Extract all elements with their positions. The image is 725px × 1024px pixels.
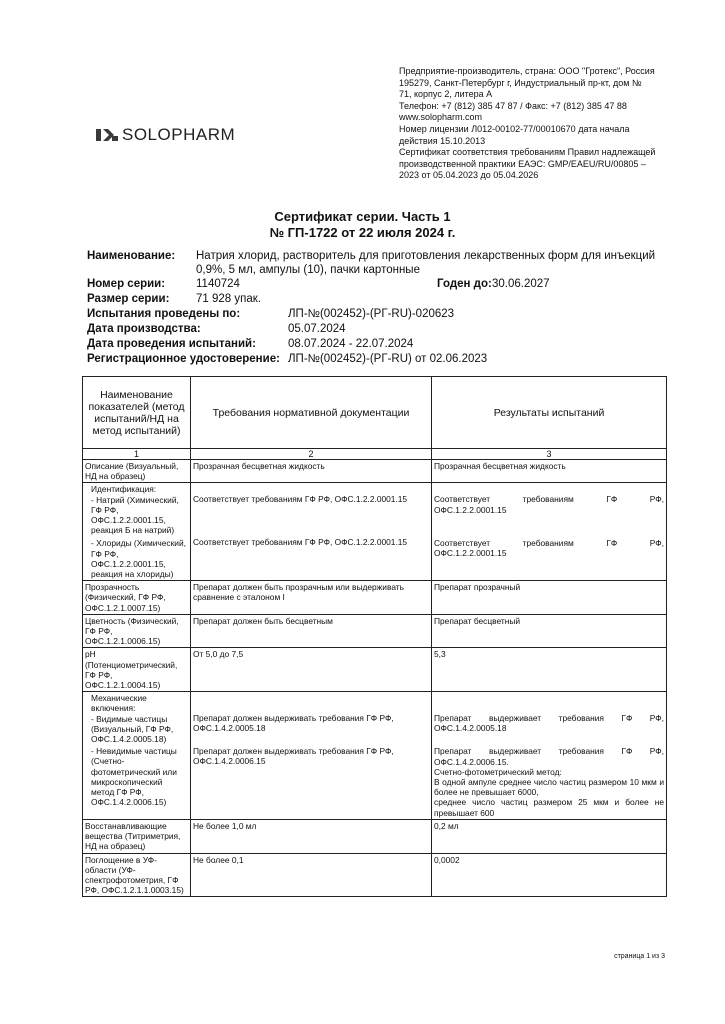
table-row <box>83 648 667 692</box>
row-clarity-indicator: Прозрачность (Физический, ГФ РФ, ОФС.1.2.1.0007.15) <box>83 581 191 615</box>
registration-value: ЛП-№(002452)-(РГ-RU) от 02.06.2023 <box>288 353 488 365</box>
header-results: Результаты испытаний <box>432 377 667 449</box>
row-color-requirement: Препарат должен быть бесцветным <box>191 614 432 648</box>
sodium-result-line-2: ОФС.1.2.2.0001.15 <box>434 504 507 515</box>
row-clarity-result: Препарат прозрачный <box>432 581 667 615</box>
invisible-particles-result-line-1: Препарат выдерживает требования ГФ РФ, <box>434 746 664 757</box>
solopharm-logo <box>96 125 235 145</box>
invisible-particles-10um: В одной ампуле среднее число частиц размером 10 мкм и более не превышает 6000, <box>434 777 664 798</box>
table-row <box>83 483 667 581</box>
name-label: Наименование: <box>87 250 176 262</box>
row-mechanical-requirement <box>191 692 432 820</box>
gmp-line: 2023 от 05.04.2023 до 05.04.2026 <box>399 170 539 181</box>
row-identification-result <box>432 483 667 581</box>
visible-particles-result-line-1: Препарат выдерживает требования ГФ РФ, <box>434 713 664 724</box>
mechanical-heading: Механические включения: <box>91 693 147 714</box>
table-row <box>83 614 667 648</box>
chloride-requirement: Соответствует требованиям ГФ РФ, ОФС.1.2.2.0001.15 <box>193 537 408 548</box>
visible-particles-result-line-2: ОФС.1.4.2.0005.18 <box>434 723 507 734</box>
size-value: 71 928 упак. <box>196 293 261 305</box>
page-number: страница 1 из 3 <box>614 953 665 960</box>
certificate-title <box>0 209 725 241</box>
row-uv-indicator: Поглощение в УФ-области (УФ-спектрофотометрия, ГФ РФ, ОФС.1.2.1.1.0003.15) <box>83 853 191 897</box>
row-identification-indicator <box>83 483 191 581</box>
title-line-2: № ГП-1722 от 22 июля 2024 г. <box>269 225 456 240</box>
logo-mark-icon <box>96 127 118 143</box>
row-description-indicator: Описание (Визуальный, НД на образец) <box>83 460 191 483</box>
invisible-particles-indicator: - Невидимые частицы (Счетно-фотометрический или микроскопический метод ГФ РФ, ОФС.1.4.2.0006.15) <box>91 746 177 808</box>
row-reducing-indicator: Восстанавливающие вещества (Титриметрия, НД на образец) <box>83 819 191 853</box>
phone-line: Телефон: +7 (812) 385 47 87 / Факс: +7 (812) 385 47 88 <box>399 100 627 111</box>
license-line: Номер лицензии Л012-00102-77/00010670 дата начала <box>399 123 630 134</box>
header-requirements: Требования нормативной документации <box>191 377 432 449</box>
expiry-label: Годен до: <box>437 278 492 290</box>
row-ph-requirement: От 5,0 до 7,5 <box>191 648 432 692</box>
manufacturer-info <box>399 66 699 182</box>
row-ph-result: 5,3 <box>432 648 667 692</box>
size-label: Размер серии: <box>87 293 170 305</box>
row-mechanical-indicator <box>83 692 191 820</box>
production-date-label: Дата производства: <box>87 323 201 335</box>
table-row <box>83 581 667 615</box>
series-label: Номер серии: <box>87 278 166 290</box>
visible-particles-requirement: Препарат должен выдерживать требования ГФ РФ, ОФС.1.4.2.0005.18 <box>193 713 394 734</box>
logo-text: SOLOPHARM <box>122 125 236 144</box>
header-indicator: Наименование показателей (метод испытаний/НД на метод испытаний) <box>83 377 191 449</box>
column-number: 1 <box>83 449 191 460</box>
name-value <box>196 249 666 277</box>
row-identification-requirement <box>191 483 432 581</box>
chloride-result-line-2: ОФС.1.2.2.0001.15 <box>434 547 507 558</box>
invisible-particles-result-line-2: ОФС.1.4.2.0006.15. <box>434 756 509 767</box>
row-mechanical-result <box>432 692 667 820</box>
address-line: 71, корпус 2, литера А <box>399 89 493 100</box>
sodium-indicator: - Натрий (Химический, ГФ РФ, ОФС.1.2.2.0001.15, реакция Б на натрий) <box>91 494 179 536</box>
identification-heading: Идентификация: <box>91 484 157 495</box>
chloride-indicator: - Хлориды (Химический, ГФ РФ, ОФС.1.2.2.0001.15, реакция на хлориды) <box>91 538 186 580</box>
chloride-result-line-1: Соответствует требованиям ГФ РФ, <box>434 537 664 548</box>
table-row <box>83 692 667 820</box>
row-color-indicator: Цветность (Физический, ГФ РФ, ОФС.1.2.1.0006.15) <box>83 614 191 648</box>
row-uv-requirement: Не более 0,1 <box>191 853 432 897</box>
test-date-value: 08.07.2024 - 22.07.2024 <box>288 338 414 350</box>
website-line: www.solopharm.com <box>399 112 483 123</box>
table-row <box>83 819 667 853</box>
registration-label: Регистрационное удостоверение: <box>87 353 280 365</box>
visible-particles-indicator: - Видимые частицы (Визуальный, ГФ РФ, ОФС.1.4.2.0005.18) <box>91 713 174 745</box>
invisible-particles-25um: среднее число частиц размером 25 мкм и более не превышает 600 <box>434 797 664 818</box>
tests-value: ЛП-№(002452)-(РГ-RU)-020623 <box>288 308 455 320</box>
sodium-result-line-1: Соответствует требованиям ГФ РФ, <box>434 494 664 505</box>
address-line: 195279, Санкт-Петербург г, Индустриальный пр-кт, дом № <box>399 77 642 88</box>
license-line: действия 15.10.2013 <box>399 135 486 146</box>
invisible-particles-method: Счетно-фотометрический метод: <box>434 766 562 777</box>
column-number: 2 <box>191 449 432 460</box>
row-color-result: Препарат бесцветный <box>432 614 667 648</box>
row-clarity-requirement: Препарат должен быть прозрачным или выдерживать сравнение с эталоном I <box>191 581 432 615</box>
table-row <box>83 460 667 483</box>
row-reducing-requirement: Не более 1,0 мл <box>191 819 432 853</box>
test-results-table <box>82 376 667 897</box>
row-description-requirement: Прозрачная бесцветная жидкость <box>191 460 432 483</box>
row-uv-result: 0,0002 <box>432 853 667 897</box>
gmp-line: Сертификат соответствия требованиям Правил надлежащей <box>399 147 656 158</box>
row-reducing-result: 0,2 мл <box>432 819 667 853</box>
sodium-requirement: Соответствует требованиям ГФ РФ, ОФС.1.2.2.0001.15 <box>193 494 408 505</box>
gmp-line: производственной практики ЕАЭС: GMP/EAEU/RU/00805 – <box>399 158 646 169</box>
table-row <box>83 853 667 897</box>
title-line-1: Сертификат серии. Часть 1 <box>274 209 451 224</box>
test-date-label: Дата проведения испытаний: <box>87 338 256 350</box>
invisible-particles-requirement: Препарат должен выдерживать требования ГФ РФ, ОФС.1.4.2.0006.15 <box>193 746 394 767</box>
expiry-value: 30.06.2027 <box>492 278 550 290</box>
row-ph-indicator: pH (Потенциометрический, ГФ РФ, ОФС.1.2.1.0004.15) <box>83 648 191 692</box>
series-value: 1140724 <box>196 278 240 290</box>
column-number: 3 <box>432 449 667 460</box>
production-date-value: 05.07.2024 <box>288 323 346 335</box>
tests-label: Испытания проведены по: <box>87 308 241 320</box>
manufacturer-line: Предприятие-производитель, страна: ООО "Гротекс", Россия <box>399 66 655 76</box>
name-value-line-2: 0,9%, 5 мл, ампулы (10), пачки картонные <box>196 264 420 276</box>
row-description-result: Прозрачная бесцветная жидкость <box>432 460 667 483</box>
name-value-line-1: Натрия хлорид, растворитель для приготовления лекарственных форм для инъекций <box>196 250 656 262</box>
